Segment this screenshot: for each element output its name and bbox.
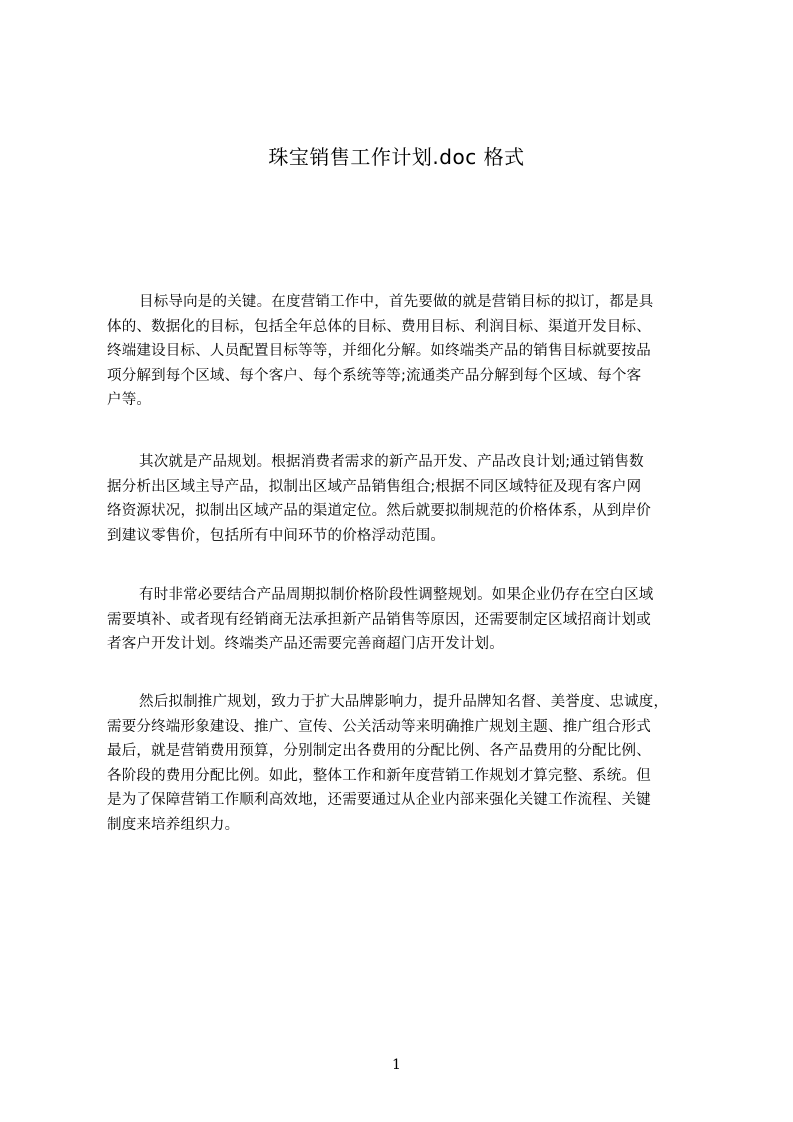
paragraph-line: 其次就是产品规划。根据消费者需求的新产品开发、产品改良计划;通过销售数 (139, 454, 644, 470)
paragraph-line: 是为了保障营销工作顺利高效地，还需要通过从企业内部来强化关键工作流程、关键 (107, 792, 651, 808)
paragraph-line: 需要分终端形象建设、推广、宣传、公关活动等来明确推广规划主题、推广组合形式 (107, 718, 651, 735)
paragraph-3 (95, 583, 654, 657)
paragraph-line: 络资源状况，拟制出区域产品的渠道定位。然后就要拟制规范的价格体系，从到岸价 (107, 503, 651, 519)
paragraph-line: 各阶段的费用分配比例。如此，整体工作和新年度营销工作规划才算完整、系统。但 (107, 767, 651, 784)
paragraph-line: 项分解到每个区域、每个客户、每个系统等等;流通类产品分解到每个区域、每个客 (107, 367, 642, 384)
paragraph-line: 体的、数据化的目标，包括全年总体的目标、费用目标、利润目标、渠道开发目标、 (107, 318, 651, 335)
paragraph-1 (95, 290, 654, 413)
paragraph-line: 制度来培养组织力。 (107, 816, 240, 833)
page-number: 1 (392, 1057, 401, 1073)
paragraph-line: 到建议零售价，包括所有中间环节的价格浮动范围。 (107, 527, 446, 544)
paragraph-line: 然后拟制推广规划，致力于扩大品牌影响力，提升品牌知名督、美誉度、忠诚度， (139, 694, 669, 710)
paragraph-line: 户等。 (107, 392, 152, 408)
paragraph-line: 有时非常必要结合产品周期拟制价格阶段性调整规划。如果企业仍存在空白区域 (139, 587, 654, 603)
paragraph-line: 终端建设目标、人员配置目标等等，并细化分解。如终端类产品的销售目标就要按品 (107, 343, 651, 359)
paragraph-line: 者客户开发计划。终端类产品还需要完善商超门店开发计划。 (107, 636, 504, 652)
paragraph-line: 据分析出区域主导产品，拟制出区域产品销售组合;根据不同区域特征及现有客户网 (107, 478, 642, 495)
paragraph-line: 目标导向是的关键。在度营销工作中，首先要做的就是营销目标的拟订，都是具 (139, 294, 654, 310)
document-title: 珠宝销售工作计划.doc 格式 (268, 145, 525, 169)
paragraph-2 (95, 450, 651, 548)
paragraph-line: 需要填补、或者现有经销商无法承担新产品销售等原因，还需要制定区域招商计划或 (107, 611, 651, 628)
paragraph-4 (95, 690, 668, 837)
paragraph-line: 最后，就是营销费用预算，分别制定出各费用的分配比例、各产品费用的分配比例、 (107, 743, 651, 759)
